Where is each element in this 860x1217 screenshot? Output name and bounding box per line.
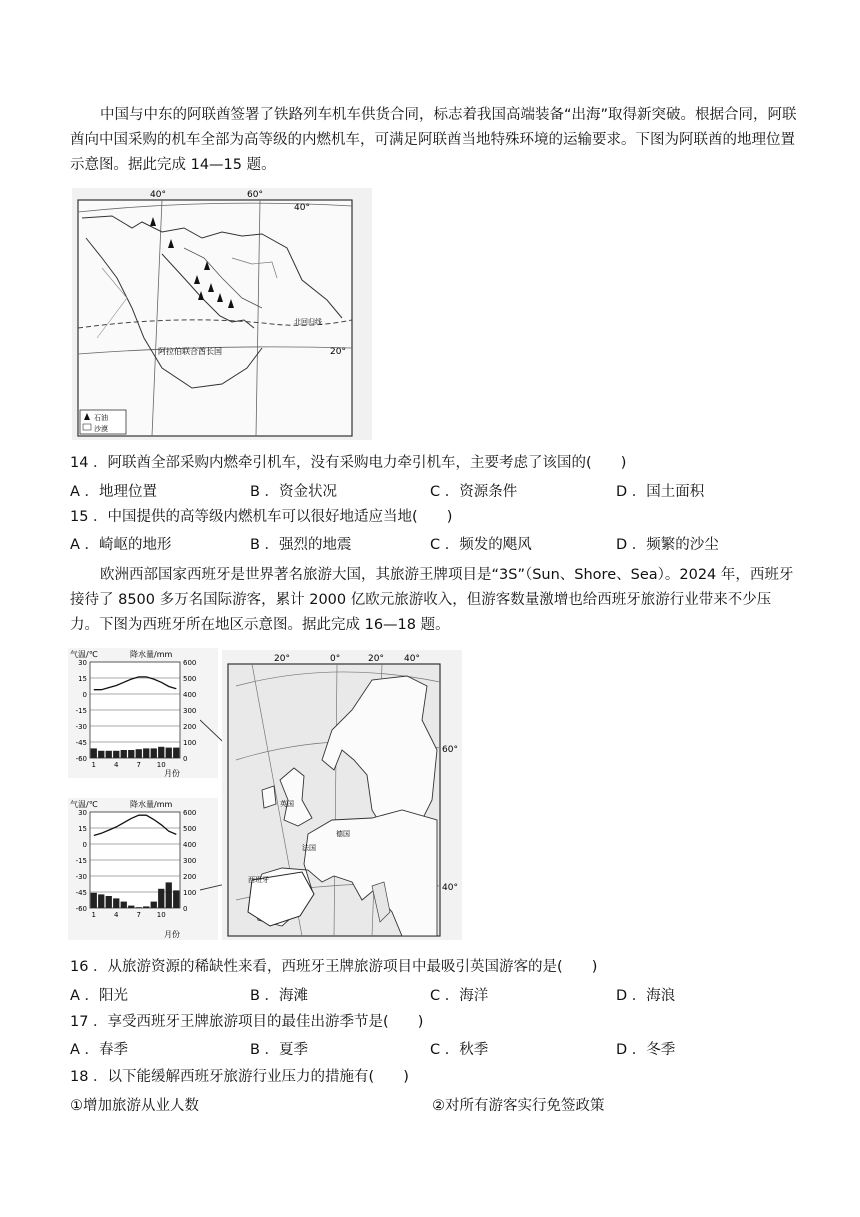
climate-bottom-temp-tick: 15 [78, 825, 87, 833]
climate-bottom-month-unit: 月份 [164, 930, 180, 939]
q17-option-d[interactable]: D ．冬季 [616, 1042, 676, 1058]
climate-top-precip-bar [158, 747, 164, 758]
climate-bottom-precip-tick: 100 [183, 889, 197, 897]
climate-top-temp-tick: -45 [75, 739, 87, 747]
legend-desert-icon [83, 424, 91, 430]
climate-top-precip-bar [91, 748, 97, 758]
spain-label: 西班牙 [248, 876, 269, 884]
climate-bottom-precip-tick: 600 [183, 809, 197, 817]
climate-top-precip-bar [98, 751, 104, 758]
climate-top-precip-tick: 500 [183, 675, 197, 683]
climate-bottom-precip-tick: 300 [183, 857, 197, 865]
climate-top-precip-tick: 600 [183, 659, 197, 667]
climate-top-precip-bar [151, 748, 157, 758]
q15-option-a[interactable]: A ．崎岖的地形 [70, 537, 172, 553]
climate-bottom-precip-bar [91, 893, 97, 908]
climate-top-month-tick: 7 [136, 761, 141, 769]
climate-top-precip-bar [173, 748, 179, 758]
q15-option-b[interactable]: B ．强烈的地震 [250, 537, 352, 553]
climate-bottom-temp-tick: -30 [75, 873, 87, 881]
lat-40-label: 40° [294, 203, 310, 213]
climate-top-precip-title: 降水量/mm [130, 650, 173, 659]
climate-chart-bottom [68, 798, 218, 940]
lat-60-label: 60° [442, 745, 458, 755]
q15-option-d[interactable]: D ．频繁的沙尘 [616, 537, 719, 553]
climate-bottom-precip-bar [151, 902, 157, 908]
climate-bottom-temp-tick: 30 [78, 809, 87, 817]
climate-top-month-tick: 1 [91, 761, 96, 769]
climate-bottom-temp-tick: -15 [75, 857, 87, 865]
q18-stem: 18 ．以下能缓解西班牙旅游行业压力的措施有( ) [70, 1069, 409, 1085]
lat-40-label-eu: 40° [442, 883, 458, 893]
climate-top-month-tick: 4 [114, 761, 119, 769]
lat-20-label: 20° [330, 347, 346, 357]
europe-map [222, 650, 462, 940]
climate-top-precip-bar [143, 748, 149, 758]
germany-label: 德国 [336, 830, 350, 838]
climate-top-temp-tick: -15 [75, 707, 87, 715]
climate-bottom-precip-bar [166, 882, 172, 908]
intro-paragraph-2: 欧洲西部国家西班牙是世界著名旅游大国，其旅游王牌项目是“3S”（Sun、Shore、Sea）。2024 年，西班牙接待了 8500 多万名国际游客，累计 2000 亿欧元旅游收入，但游客数量激增也给西班牙旅游行业带来不少压力。下图为西班牙所在地区示意图。据此完成 16—18 题。 [70, 567, 794, 633]
climate-top-temp-tick: 0 [82, 691, 87, 699]
climate-bottom-precip-bar [158, 889, 164, 908]
climate-bottom-temp-tick: -45 [75, 889, 87, 897]
climate-top-precip-tick: 100 [183, 739, 197, 747]
climate-top-precip-bar [166, 748, 172, 758]
q16-option-c[interactable]: C ．海洋 [430, 988, 489, 1004]
q16-option-a[interactable]: A ．阳光 [70, 988, 129, 1004]
tropic-label: 北回归线 [294, 318, 322, 326]
climate-bottom-precip-bar [128, 906, 134, 908]
uae-location-map [72, 188, 372, 440]
climate-bottom-month-tick: 1 [91, 911, 96, 919]
q17-option-a[interactable]: A ．春季 [70, 1042, 129, 1058]
climate-bottom-temp-tick: -60 [75, 905, 87, 913]
uae-label: 阿拉伯联合酋长国 [158, 347, 222, 356]
q14-options [70, 480, 800, 502]
climate-bottom-precip-tick: 400 [183, 841, 197, 849]
q14-option-b[interactable]: B ．资金状况 [250, 484, 338, 500]
lon-20e-label: 20° [368, 654, 384, 664]
lon-20w-label: 20° [274, 654, 290, 664]
q16-stem: 16 ．从旅游资源的稀缺性来看，西班牙王牌旅游项目中最吸引英国游客的是( ) [70, 959, 598, 975]
climate-top-temp-tick: -60 [75, 755, 87, 763]
q17-option-b[interactable]: B ．夏季 [250, 1042, 309, 1058]
climate-bottom-month-tick: 10 [156, 911, 166, 919]
climate-bottom-month-tick: 4 [114, 911, 119, 919]
climate-top-precip-bar [128, 750, 134, 758]
climate-top-temp-title: 气温/℃ [70, 650, 98, 659]
q16-option-d[interactable]: D ．海浪 [616, 988, 676, 1004]
climate-top-precip-bar [113, 751, 119, 758]
q16-option-b[interactable]: B ．海滩 [250, 988, 309, 1004]
q17-stem: 17 ．享受西班牙王牌旅游项目的最佳出游季节是( ) [70, 1014, 424, 1030]
legend-desert-label: 沙漠 [94, 425, 108, 433]
climate-top-temp-tick: 30 [78, 659, 87, 667]
lon-40-label: 40° [150, 190, 166, 200]
climate-bottom-precip-bar [106, 896, 112, 908]
climate-top-precip-tick: 400 [183, 691, 197, 699]
climate-bottom-precip-bar [143, 906, 149, 908]
climate-bottom-plot [76, 809, 197, 919]
lon-40e-label: 40° [404, 654, 420, 664]
climate-bottom-precip-tick: 0 [183, 905, 188, 913]
q14-option-a[interactable]: A ．地理位置 [70, 484, 158, 500]
q18-item-1[interactable]: ①增加旅游从业人数 [70, 1098, 199, 1114]
climate-bottom-temp-tick: 0 [82, 841, 87, 849]
climate-bottom-month-tick: 7 [136, 911, 141, 919]
climate-top-precip-tick: 300 [183, 707, 197, 715]
climate-top-precip-bar [136, 749, 142, 758]
q17-options [70, 1038, 800, 1060]
france-label: 法国 [302, 844, 316, 852]
climate-bottom-precip-bar [98, 894, 104, 908]
legend-oil-label: 石油 [94, 414, 108, 422]
climate-top-temp-tick: -30 [75, 723, 87, 731]
q14-option-d[interactable]: D ．国土面积 [616, 484, 705, 500]
climate-top-temp-tick: 15 [78, 675, 87, 683]
climate-bottom-precip-tick: 500 [183, 825, 197, 833]
climate-bottom-precip-tick: 200 [183, 873, 197, 881]
climate-bottom-precip-bar [113, 898, 119, 908]
q18-items [70, 1094, 800, 1116]
q15-option-c[interactable]: C ．频发的飓风 [430, 537, 532, 553]
ireland [262, 786, 276, 808]
lon-0-label: 0° [330, 654, 341, 664]
q17-option-c[interactable]: C ．秋季 [430, 1042, 489, 1058]
q15-stem: 15 ．中国提供的高等级内燃机车可以很好地适应当地( ) [70, 509, 453, 525]
lon-60-label: 60° [247, 190, 263, 200]
climate-bottom-precip-bar [136, 907, 142, 908]
climate-top-precip-bar [121, 750, 127, 758]
climate-top-precip-bar [106, 751, 112, 758]
climate-bottom-precip-bar [121, 902, 127, 908]
climate-bottom-precip-title: 降水量/mm [130, 800, 173, 809]
q15-options [70, 533, 800, 555]
climate-bottom-temp-title: 气温/℃ [70, 800, 98, 809]
climate-top-month-tick: 10 [156, 761, 166, 769]
q14-option-c[interactable]: C ．资源条件 [430, 484, 518, 500]
climate-bottom-precip-bar [173, 890, 179, 908]
climate-top-precip-tick: 200 [183, 723, 197, 731]
uk-label: 英国 [280, 800, 294, 808]
q14-stem: 14 ．阿联酋全部采购内燃牵引机车，没有采购电力牵引机车，主要考虑了该国的( ) [70, 455, 627, 471]
climate-top-precip-tick: 0 [183, 755, 188, 763]
q16-options [70, 984, 800, 1006]
q18-item-2[interactable]: ②对所有游客实行免签政策 [432, 1098, 605, 1114]
climate-chart-top [68, 648, 218, 778]
intro-paragraph-1: 中国与中东的阿联酋签署了铁路列车机车供货合同，标志着我国高端装备“出海”取得新突破。根据合同，阿联酋向中国采购的机车全部为高等级的内燃机车，可满足阿联酋当地特殊环境的运输要求。下图为阿联酋的地理位置示意图。据此完成 14—15 题。 [70, 107, 797, 173]
climate-top-month-unit: 月份 [164, 769, 180, 778]
climate-top-plot [76, 659, 197, 769]
